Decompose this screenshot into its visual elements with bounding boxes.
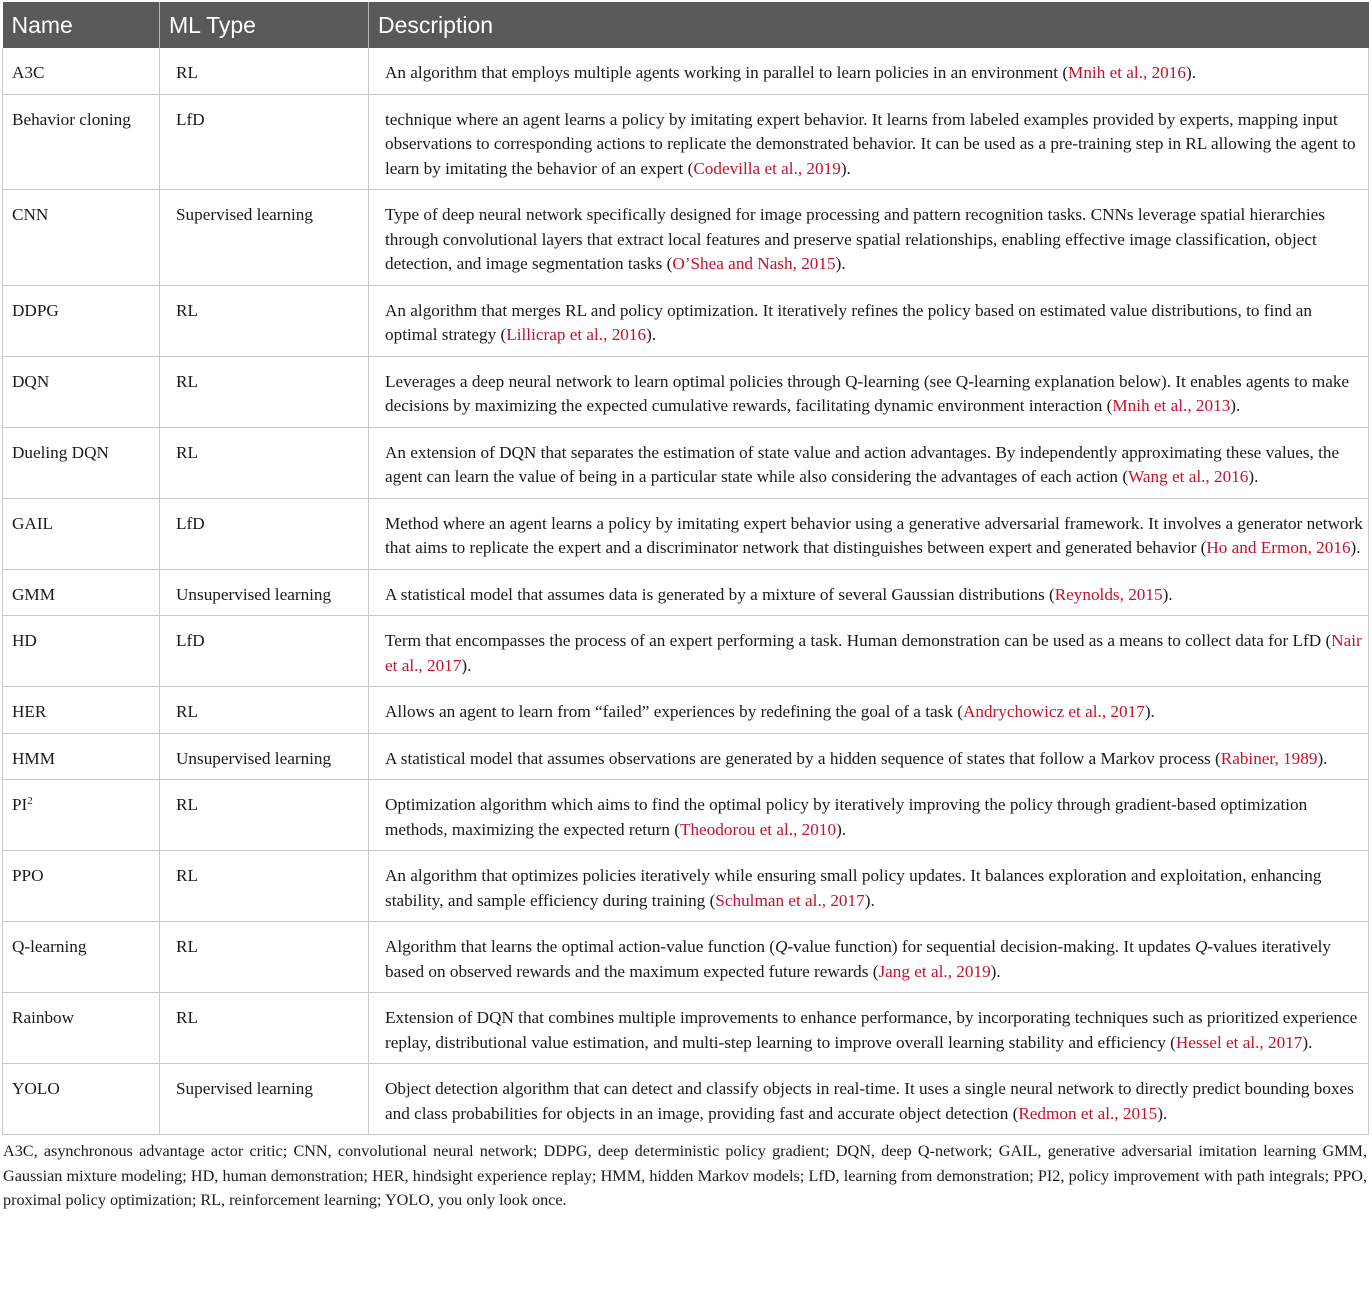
- citation-link[interactable]: Reynolds, 2015: [1054, 584, 1163, 604]
- table-row: [3, 851, 1369, 922]
- method-name: Dueling DQN: [12, 442, 109, 462]
- table-row: [3, 733, 1369, 780]
- cell-name: [3, 569, 160, 616]
- citation-link[interactable]: Theodorou et al., 2010: [679, 819, 837, 839]
- table-header: [3, 2, 1369, 48]
- method-name: HER: [12, 702, 47, 721]
- citation-link[interactable]: Mnih et al., 2013: [1112, 396, 1231, 415]
- description-text: ).: [836, 819, 847, 839]
- description-text: An algorithm that merges RL and policy optimization. It iteratively refines the policy based on estimated value distributions, to find an optimal strategy (: [385, 300, 1312, 344]
- cell-description: [369, 851, 1369, 922]
- method-name: HD: [12, 631, 37, 650]
- description-text: ).: [1302, 1032, 1313, 1052]
- table-row: [3, 616, 1369, 687]
- cell-name: [3, 687, 160, 734]
- description-text: Method where an agent learns a policy by imitating expert behavior using a generative adversarial framework. It involves a generator network that aims to replicate the expert and a discriminator network that distinguishes between expert and generated behavior (: [385, 513, 1363, 557]
- method-name: DQN: [12, 371, 50, 391]
- document-page: [2, 2, 1368, 1213]
- cell-ml-type: RL: [160, 48, 369, 94]
- cell-name: [3, 733, 160, 780]
- table-row: [3, 1064, 1369, 1135]
- cell-ml-type: Supervised learning: [160, 1064, 369, 1135]
- cell-description: [369, 922, 1369, 993]
- cell-description: [369, 569, 1369, 616]
- cell-name: [3, 1064, 160, 1135]
- description-text: ).: [840, 158, 851, 178]
- citation-link[interactable]: Schulman et al., 2017: [715, 890, 865, 910]
- cell-description: [369, 356, 1369, 427]
- description-text: ).: [1144, 702, 1155, 721]
- description-text: technique where an agent learns a policy by imitating expert behavior. It learns from labeled examples provided by experts, mapping input observations to corresponding actions to replicate the demonstrated behavior. It can be used as a pre-training step in RL allowing the agent to learn by imitating the behavior of an expert (: [385, 109, 1356, 178]
- cell-description: [369, 1064, 1369, 1135]
- table-row: [3, 922, 1369, 993]
- cell-name: [3, 285, 160, 356]
- cell-ml-type: LfD: [160, 94, 369, 190]
- cell-name: [3, 498, 160, 569]
- cell-ml-type: Unsupervised learning: [160, 733, 369, 780]
- header-ml-type: ML Type: [160, 2, 369, 48]
- citation-link[interactable]: Redmon et al., 2015: [1018, 1103, 1158, 1123]
- cell-ml-type: RL: [160, 427, 369, 498]
- cell-description: [369, 498, 1369, 569]
- description-text: An extension of DQN that separates the estimation of state value and action advantages. By independently approximating these values, the agent can learn the value of being in a particular state while also considering the advantages of each action (: [385, 442, 1340, 486]
- italic-symbol: Q: [1194, 937, 1208, 956]
- cell-name: [3, 356, 160, 427]
- citation-link[interactable]: Andrychowicz et al., 2017: [962, 702, 1145, 721]
- citation-link[interactable]: Rabiner, 1989: [1220, 748, 1318, 768]
- cell-ml-type: LfD: [160, 498, 369, 569]
- citation-link[interactable]: Mnih et al., 2016: [1068, 63, 1186, 82]
- cell-name: [3, 851, 160, 922]
- cell-name: [3, 94, 160, 190]
- cell-description: [369, 616, 1369, 687]
- citation-link[interactable]: Lillicrap et al., 2016: [506, 325, 647, 344]
- table-row: [3, 356, 1369, 427]
- method-name: HMM: [12, 748, 55, 768]
- cell-description: [369, 427, 1369, 498]
- cell-ml-type: RL: [160, 922, 369, 993]
- description-text: An algorithm that employs multiple agents working in parallel to learn policies in an environment (: [385, 63, 1069, 82]
- cell-ml-type: LfD: [160, 616, 369, 687]
- method-name: A3C: [12, 63, 45, 82]
- method-name: YOLO: [12, 1079, 60, 1098]
- table-row: [3, 569, 1369, 616]
- description-text: ).: [461, 655, 472, 675]
- cell-description: [369, 780, 1369, 851]
- cell-ml-type: Unsupervised learning: [160, 569, 369, 616]
- method-name: GAIL: [12, 513, 54, 533]
- table-row: [3, 285, 1369, 356]
- description-text: Term that encompasses the process of an expert performing a task. Human demonstration can be used as a means to collect data for LfD (: [385, 631, 1332, 650]
- cell-ml-type: RL: [160, 993, 369, 1064]
- cell-name: [3, 427, 160, 498]
- table-row: [3, 48, 1369, 94]
- citation-link[interactable]: Nair et al., 2017: [385, 631, 1362, 675]
- cell-name: [3, 922, 160, 993]
- italic-symbol: Q: [774, 937, 788, 956]
- cell-ml-type: RL: [160, 780, 369, 851]
- cell-ml-type: RL: [160, 285, 369, 356]
- method-name: GMM: [12, 584, 55, 604]
- cell-name: [3, 993, 160, 1064]
- cell-description: [369, 993, 1369, 1064]
- method-name: DDPG: [12, 300, 59, 320]
- ml-methods-table: [2, 2, 1369, 1135]
- table-row: [3, 498, 1369, 569]
- citation-link[interactable]: O’Shea and Nash, 2015: [672, 254, 836, 273]
- description-text: ).: [1248, 467, 1259, 486]
- description-text: ).: [1185, 63, 1196, 82]
- cell-name: [3, 616, 160, 687]
- description-text: ).: [1317, 748, 1328, 768]
- cell-description: [369, 94, 1369, 190]
- citation-link[interactable]: Ho and Ermon, 2016: [1206, 538, 1351, 557]
- method-name: PPO: [12, 866, 44, 885]
- header-name: Name: [3, 2, 160, 48]
- description-text: ).: [835, 254, 846, 273]
- description-text: -value function) for sequential decision-making. It updates: [787, 937, 1195, 956]
- cell-ml-type: RL: [160, 851, 369, 922]
- cell-ml-type: RL: [160, 356, 369, 427]
- description-text: Optimization algorithm which aims to find the optimal policy by iteratively improving the policy through gradient-based optimization methods, maximizing the expected return (: [385, 795, 1308, 839]
- description-text: Type of deep neural network specifically designed for image processing and pattern recognition tasks. CNNs leverage spatial hierarchies through convolutional layers that extract local features and preserve spatial relationships, enabling effective image classification, object detection, and image segmentation tasks (: [385, 205, 1325, 273]
- description-text: ).: [1162, 584, 1173, 604]
- header-description: Description: [369, 2, 1369, 48]
- method-name: Behavior cloning: [12, 109, 131, 129]
- citation-link[interactable]: Hessel et al., 2017: [1175, 1032, 1303, 1052]
- description-text: ).: [1230, 396, 1241, 415]
- description-text: ).: [990, 961, 1001, 981]
- citation-link[interactable]: Wang et al., 2016: [1128, 467, 1249, 486]
- cell-ml-type: RL: [160, 687, 369, 734]
- table-row: [3, 190, 1369, 286]
- description-text: ).: [646, 325, 657, 344]
- cell-description: [369, 733, 1369, 780]
- header-row: [3, 2, 1369, 48]
- description-text: Object detection algorithm that can detect and classify objects in real-time. It uses a single neural network to directly predict bounding boxes and class probabilities for objects in an image, providing fast and accurate object detection (: [385, 1079, 1354, 1123]
- description-text: -values iteratively based on observed rewards and the maximum expected future rewards (: [385, 937, 1332, 981]
- description-text: ).: [1350, 538, 1361, 557]
- cell-name: [3, 780, 160, 851]
- citation-link[interactable]: Jang et al., 2019: [878, 961, 991, 981]
- method-name: Q-learning: [12, 937, 87, 956]
- description-text: Extension of DQN that combines multiple improvements to enhance performance, by incorporating techniques such as prioritized experience replay, distributional value estimation, and multi-step learning to improve overall learning stability and efficiency (: [385, 1008, 1358, 1052]
- cell-name: [3, 190, 160, 286]
- table-row: [3, 780, 1369, 851]
- description-text: ).: [1157, 1103, 1168, 1123]
- method-name: Rainbow: [12, 1008, 75, 1027]
- table-body: [3, 48, 1369, 1135]
- table-footnote: A3C, asynchronous advantage actor critic; CNN, convolutional neural network; DDPG, deep deterministic policy gradient; DQN, deep Q-network; GAIL, generative adversarial imitation learning GMM, Gaussian mixture modeling; HD, human demonstration; HER, hindsight experience replay; HMM, hidden Markov models; LfD, learning from demonstration; PI2, policy improvement with path integrals; PPO, proximal policy optimization; RL, reinforcement learning; YOLO, you only look once.: [3, 1142, 1367, 1209]
- description-text: Leverages a deep neural network to learn optimal policies through Q-learning (see Q-learning explanation below). It enables agents to make decisions by maximizing the expected cumulative rewards, facilitating dynamic environment interaction (: [385, 371, 1350, 415]
- description-text: An algorithm that optimizes policies iteratively while ensuring small policy updates. It balances exploration and exploitation, enhancing stability, and sample efficiency during training (: [385, 866, 1322, 910]
- description-text: A statistical model that assumes data is generated by a mixture of several Gaussian distributions (: [385, 584, 1055, 604]
- table-row: [3, 427, 1369, 498]
- method-name: CNN: [12, 205, 49, 224]
- description-text: ).: [864, 890, 875, 910]
- citation-link[interactable]: Codevilla et al., 2019: [693, 158, 841, 178]
- method-name-superscript: 2: [27, 795, 33, 807]
- cell-description: [369, 190, 1369, 286]
- cell-description: [369, 285, 1369, 356]
- table-row: [3, 94, 1369, 190]
- table-row: [3, 993, 1369, 1064]
- description-text: A statistical model that assumes observations are generated by a hidden sequence of states that follow a Markov process (: [385, 748, 1221, 768]
- cell-ml-type: Supervised learning: [160, 190, 369, 286]
- table-row: [3, 687, 1369, 734]
- description-text: Algorithm that learns the optimal action-value function (: [385, 937, 775, 956]
- description-text: Allows an agent to learn from “failed” experiences by redefining the goal of a task (: [385, 702, 963, 721]
- cell-description: [369, 687, 1369, 734]
- cell-name: [3, 48, 160, 94]
- method-name: PI: [12, 795, 28, 814]
- cell-description: [369, 48, 1369, 94]
